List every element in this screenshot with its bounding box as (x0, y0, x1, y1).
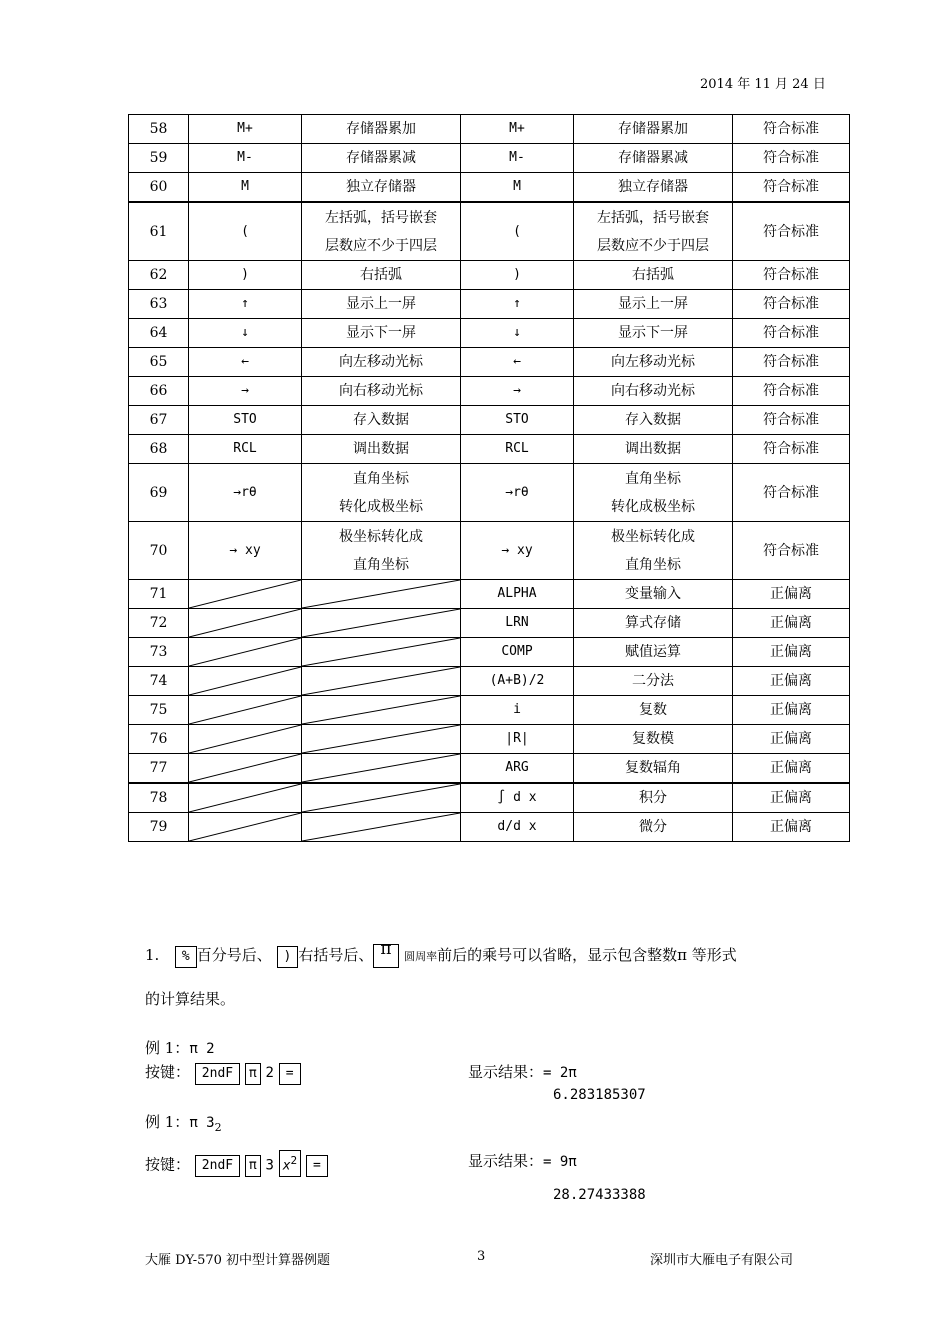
percent-key: % (175, 946, 197, 968)
product-description: 极坐标转化成 直角坐标 (574, 522, 733, 580)
empty-cell (189, 754, 302, 784)
result-cell: 符合标准 (733, 464, 850, 522)
table-row (129, 609, 850, 638)
empty-cell (189, 609, 302, 638)
product-key: M- (461, 144, 574, 173)
footer-title: 大雁 DY-570 初中型计算器例题 (145, 1253, 331, 1268)
example-1-result-value: 6.283185307 (553, 1087, 646, 1103)
example-2-result: 显示结果：= 9π (468, 1152, 577, 1170)
standard-description: 显示上一屏 (302, 290, 461, 319)
empty-cell (189, 667, 302, 696)
table-row (129, 319, 850, 348)
row-number: 59 (129, 144, 189, 173)
row-number: 77 (129, 754, 189, 784)
result-cell: 符合标准 (733, 173, 850, 203)
standard-key: ← (189, 348, 302, 377)
product-description: 左括弧，括号嵌套 层数应不少于四层 (574, 202, 733, 261)
product-description: 变量输入 (574, 580, 733, 609)
table-row (129, 348, 850, 377)
empty-cell (189, 783, 302, 813)
standard-key: RCL (189, 435, 302, 464)
row-number: 67 (129, 406, 189, 435)
result-cell: 正偏离 (733, 783, 850, 813)
row-number: 64 (129, 319, 189, 348)
row-number: 71 (129, 580, 189, 609)
row-number: 66 (129, 377, 189, 406)
standard-key: M (189, 173, 302, 203)
note-text-1: 百分号后、 (196, 946, 272, 964)
table-row (129, 173, 850, 203)
product-description: 右括弧 (574, 261, 733, 290)
table-row (129, 464, 850, 522)
standard-description: 极坐标转化成 直角坐标 (302, 522, 461, 580)
example-1-result: 显示结果：= 2π (468, 1063, 577, 1081)
result-cell: 符合标准 (733, 144, 850, 173)
product-key: M (461, 173, 574, 203)
empty-cell (302, 580, 461, 609)
note-text-5: 等形式 (691, 946, 737, 964)
result-cell: 符合标准 (733, 348, 850, 377)
row-number: 62 (129, 261, 189, 290)
product-description: 存入数据 (574, 406, 733, 435)
product-key: STO (461, 406, 574, 435)
note-text-4: 前后的乘号可以省略，显示包含整数 (437, 946, 678, 964)
row-number: 63 (129, 290, 189, 319)
standard-key: → xy (189, 522, 302, 580)
result-cell: 符合标准 (733, 406, 850, 435)
product-key: (A+B)/2 (461, 667, 574, 696)
product-key: LRN (461, 609, 574, 638)
standard-description: 右括弧 (302, 261, 461, 290)
note-pi-label: 圆周率 (404, 950, 438, 963)
pi-key: π (373, 944, 399, 968)
key-2ndf: 2ndF (195, 1155, 240, 1177)
product-description: 存储器累加 (574, 115, 733, 144)
table-row (129, 638, 850, 667)
empty-cell (302, 813, 461, 842)
example-2-keys: 按键： 2ndF π 3 $x^2$ = (145, 1150, 328, 1177)
result-cell: 符合标准 (733, 290, 850, 319)
standard-description: 存入数据 (302, 406, 461, 435)
empty-cell (302, 754, 461, 784)
row-number: 79 (129, 813, 189, 842)
product-description: 二分法 (574, 667, 733, 696)
product-key: → (461, 377, 574, 406)
product-key: ) (461, 261, 574, 290)
table-row (129, 754, 850, 784)
key-2ndf: 2ndF (195, 1063, 240, 1085)
standard-key: STO (189, 406, 302, 435)
result-cell: 正偏离 (733, 813, 850, 842)
table-row (129, 696, 850, 725)
product-key: M+ (461, 115, 574, 144)
result-cell: 符合标准 (733, 202, 850, 261)
empty-cell (302, 696, 461, 725)
row-number: 65 (129, 348, 189, 377)
empty-cell (302, 638, 461, 667)
row-number: 60 (129, 173, 189, 203)
product-key: ( (461, 202, 574, 261)
result-cell: 正偏离 (733, 638, 850, 667)
note-line-2: 的计算结果。 (145, 990, 236, 1008)
row-number: 58 (129, 115, 189, 144)
note-paragraph (145, 939, 737, 968)
product-description: 复数 (574, 696, 733, 725)
empty-cell (189, 580, 302, 609)
empty-cell (189, 813, 302, 842)
row-number: 76 (129, 725, 189, 754)
product-description: 向右移动光标 (574, 377, 733, 406)
table-row (129, 813, 850, 842)
standard-key: M+ (189, 115, 302, 144)
standard-key: →rθ (189, 464, 302, 522)
paren-key: ) (277, 946, 299, 968)
result-cell: 正偏离 (733, 580, 850, 609)
table-row (129, 435, 850, 464)
product-description: 积分 (574, 783, 733, 813)
product-key: → xy (461, 522, 574, 580)
product-description: 直角坐标 转化成极坐标 (574, 464, 733, 522)
standard-description: 直角坐标 转化成极坐标 (302, 464, 461, 522)
table-row (129, 667, 850, 696)
standard-description: 存储器累减 (302, 144, 461, 173)
table-row (129, 115, 850, 144)
product-description: 独立存储器 (574, 173, 733, 203)
table-row (129, 261, 850, 290)
table-row (129, 202, 850, 261)
result-cell: 符合标准 (733, 115, 850, 144)
key-pi: π (245, 1155, 261, 1177)
result-cell: 符合标准 (733, 319, 850, 348)
result-cell: 符合标准 (733, 435, 850, 464)
product-key: |R| (461, 725, 574, 754)
key-equals: = (279, 1063, 301, 1085)
product-key: i (461, 696, 574, 725)
standard-key: ( (189, 202, 302, 261)
example-2-result-value: 28.27433388 (553, 1187, 646, 1203)
pi-symbol: π (677, 946, 687, 964)
standard-key: M- (189, 144, 302, 173)
footer-company: 深圳市大雁电子有限公司 (650, 1253, 794, 1268)
row-number: 78 (129, 783, 189, 813)
table-row (129, 783, 850, 813)
product-description: 算式存储 (574, 609, 733, 638)
row-number: 73 (129, 638, 189, 667)
row-number: 72 (129, 609, 189, 638)
standard-description: 存储器累加 (302, 115, 461, 144)
product-description: 复数模 (574, 725, 733, 754)
result-cell: 正偏离 (733, 754, 850, 784)
product-key: ALPHA (461, 580, 574, 609)
document-date: 2014 年 11 月 24 日 (700, 77, 826, 92)
result-cell: 符合标准 (733, 522, 850, 580)
empty-cell (189, 725, 302, 754)
note-number: 1. (145, 946, 160, 964)
example-1-title: 例 1：π 2 (145, 1039, 215, 1057)
product-description: 向左移动光标 (574, 348, 733, 377)
note-text-2: 右括号后、 (298, 946, 374, 964)
row-number: 61 (129, 202, 189, 261)
table-row (129, 290, 850, 319)
result-cell: 符合标准 (733, 261, 850, 290)
standard-description: 向左移动光标 (302, 348, 461, 377)
result-cell: 正偏离 (733, 609, 850, 638)
product-key: d/d x (461, 813, 574, 842)
standard-key: ↓ (189, 319, 302, 348)
result-cell: 正偏离 (733, 725, 850, 754)
row-number: 74 (129, 667, 189, 696)
product-description: 显示上一屏 (574, 290, 733, 319)
result-cell: 符合标准 (733, 377, 850, 406)
table-row (129, 522, 850, 580)
empty-cell (302, 783, 461, 813)
table-row (129, 725, 850, 754)
standard-description: 独立存储器 (302, 173, 461, 203)
row-number: 75 (129, 696, 189, 725)
table-row (129, 580, 850, 609)
standard-key: ) (189, 261, 302, 290)
key-x-squared: $x^2$ (279, 1150, 301, 1177)
standard-key: → (189, 377, 302, 406)
product-key: →rθ (461, 464, 574, 522)
product-description: 复数辐角 (574, 754, 733, 784)
table-row (129, 406, 850, 435)
empty-cell (189, 696, 302, 725)
standard-description: 调出数据 (302, 435, 461, 464)
product-key: ARG (461, 754, 574, 784)
product-key: ← (461, 348, 574, 377)
product-key: COMP (461, 638, 574, 667)
spec-table (128, 114, 850, 842)
product-key: ↓ (461, 319, 574, 348)
standard-description: 左括弧，括号嵌套 层数应不少于四层 (302, 202, 461, 261)
product-key: RCL (461, 435, 574, 464)
table-row (129, 377, 850, 406)
product-description: 显示下一屏 (574, 319, 733, 348)
row-number: 70 (129, 522, 189, 580)
product-key: ∫ d x (461, 783, 574, 813)
result-cell: 正偏离 (733, 667, 850, 696)
product-key: ↑ (461, 290, 574, 319)
product-description: 存储器累减 (574, 144, 733, 173)
product-description: 微分 (574, 813, 733, 842)
row-number: 69 (129, 464, 189, 522)
empty-cell (302, 725, 461, 754)
result-cell: 正偏离 (733, 696, 850, 725)
key-equals: = (306, 1155, 328, 1177)
product-description: 调出数据 (574, 435, 733, 464)
key-pi: π (245, 1063, 261, 1085)
row-number: 68 (129, 435, 189, 464)
standard-description: 显示下一屏 (302, 319, 461, 348)
table-row (129, 144, 850, 173)
empty-cell (302, 667, 461, 696)
standard-key: ↑ (189, 290, 302, 319)
page-number: 3 (477, 1249, 486, 1264)
example-2-title: 例 1：π $3_2$ (145, 1113, 222, 1134)
empty-cell (189, 638, 302, 667)
product-description: 赋值运算 (574, 638, 733, 667)
example-1-keys: 按键： 2ndF π 2 = (145, 1061, 301, 1085)
standard-description: 向右移动光标 (302, 377, 461, 406)
empty-cell (302, 609, 461, 638)
